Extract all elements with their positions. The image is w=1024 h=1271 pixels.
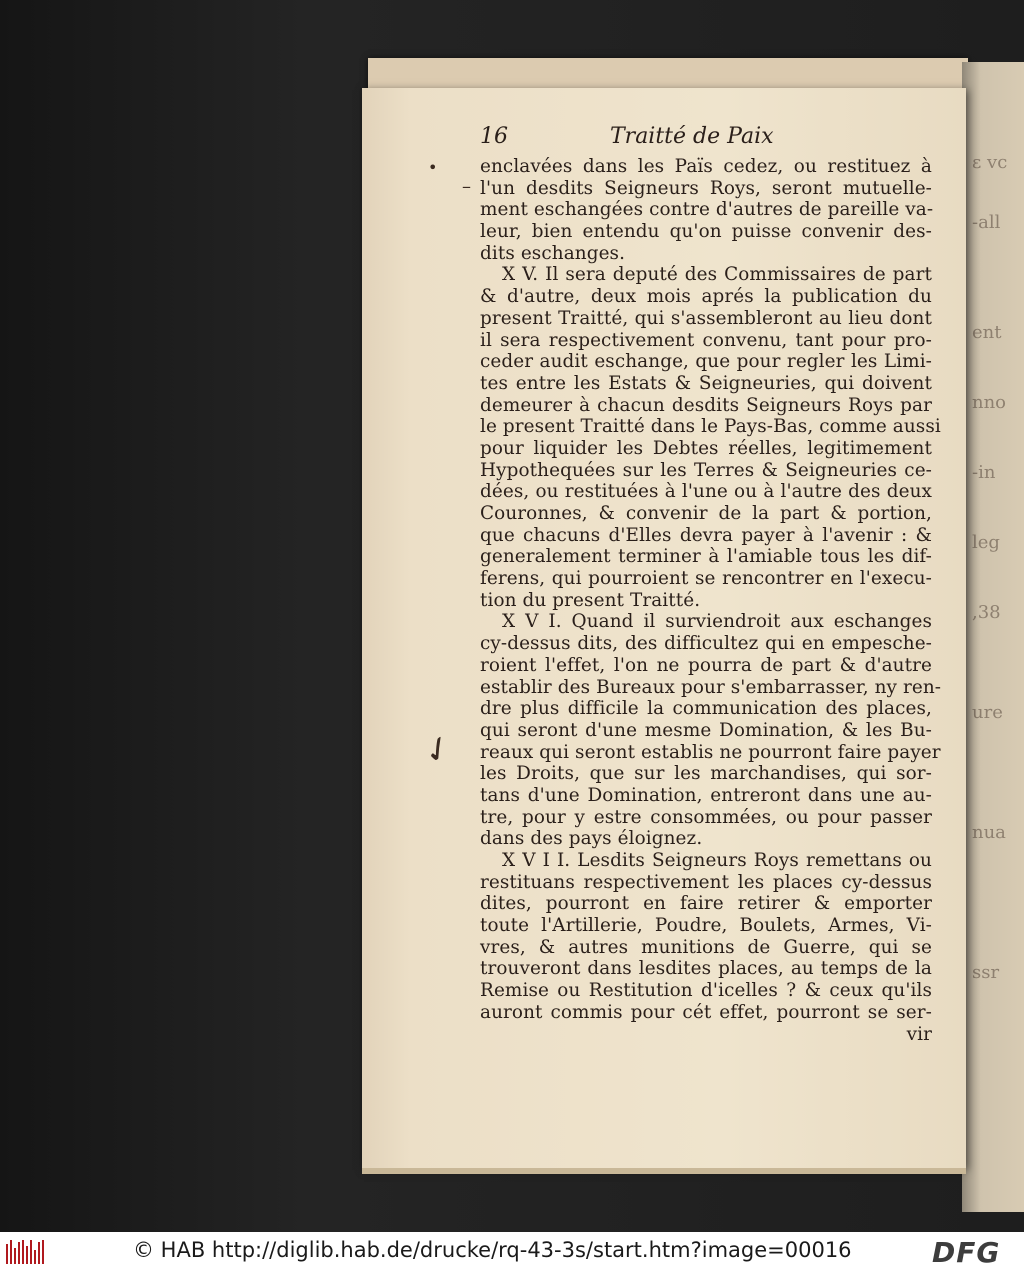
text-line: ferens, qui pourroient se rencontrer en l'execu- — [480, 568, 932, 590]
hab-logo-icon — [6, 1240, 46, 1264]
text-line: generalement terminer à l'amiable tous les dif- — [480, 546, 932, 568]
text-line: vres, & autres munitions de Guerre, qui se — [480, 936, 932, 958]
text-line: Remise ou Restitution d'icelles ? & ceux qu'ils — [480, 980, 932, 1002]
article-heading-line: X V. Il sera deputé des Commissaires de part — [502, 264, 932, 286]
text-line: ceder audit eschange, que pour regler les Limi- — [480, 351, 932, 373]
text-line: roient l'effet, l'on ne pourra de part & d'autre — [480, 654, 932, 676]
article-heading-line: X V I I. Lesdits Seigneurs Roys remettans ou — [502, 850, 932, 871]
text-line: pour liquider les Debtes réelles, legitimement — [480, 437, 932, 459]
text-line: les Droits, que sur les marchandises, qui sor- — [480, 763, 932, 785]
catchword: vir — [906, 1023, 932, 1045]
text-line: dits eschanges. — [480, 242, 626, 264]
text-line: auront commis pour cét effet, pourront se ser- — [480, 1001, 932, 1023]
text-line: reaux qui seront establis ne pourront faire payer — [480, 741, 941, 763]
text-line: Hypothequées sur les Terres & Seigneuries ce- — [480, 459, 932, 481]
text-line: tion du present Traitté. — [480, 589, 701, 611]
copyright-link[interactable]: © HAB http://diglib.hab.de/drucke/rq-43-3s/start.htm?image=00016 — [133, 1238, 852, 1262]
text-line: tes entre les Estats & Seigneuries, qui doivent — [480, 372, 932, 394]
dfg-logo: DFG — [932, 1236, 1001, 1269]
running-head: Traitté de Paix — [610, 124, 774, 149]
footer-bar — [0, 1232, 1024, 1271]
text-line: qui seront d'une mesme Domination, & les Bu- — [480, 719, 932, 741]
text-line: trouveront dans lesdites places, au temps de la — [480, 958, 932, 980]
page-edge — [362, 1168, 966, 1174]
text-line: tre, pour y estre consommées, ou pour passer — [480, 806, 932, 828]
text-line: demeurer à chacun desdits Seigneurs Roys par — [480, 394, 932, 416]
text-line: establir des Bureaux pour s'embarrasser, ny ren- — [480, 676, 942, 698]
text-line: le present Traitté dans le Pays-Bas, comme aussi — [480, 416, 941, 438]
text-line: toute l'Artillerie, Poudre, Boulets, Armes, Vi- — [480, 915, 932, 937]
text-line: restituans respectivement les places cy-dessus — [480, 871, 932, 893]
margin-dash: – — [462, 176, 471, 197]
text-line: dées, ou restituées à l'une ou à l'autre des deux — [480, 481, 932, 503]
text-line: cy-dessus dits, des difficultez qui en empesche- — [480, 633, 932, 655]
text-line: dans des pays éloignez. — [480, 828, 703, 850]
text-line: ment eschangées contre d'autres de pareille va- — [480, 199, 934, 221]
text-line: Couronnes, & convenir de la part & portion, — [480, 503, 932, 524]
text-line: enclavées dans les Païs cedez, ou restituez à — [480, 156, 932, 177]
text-line: leur, bien entendu qu'on puisse convenir des- — [480, 221, 932, 243]
neighbouring-page: ε vc -all ent nno -in leg ,38 ure nua ssr — [962, 62, 1024, 1212]
page-header — [480, 124, 932, 156]
page-number: 16 — [480, 124, 508, 149]
text-line: tans d'une Domination, entreront dans une au- — [480, 784, 932, 806]
margin-dot: • — [428, 158, 438, 177]
margin-pen-mark: ✓ — [415, 725, 461, 775]
text-line: l'un desdits Seigneurs Roys, seront mutuelle- — [480, 177, 932, 199]
text-line: il sera respectivement convenu, tant pour pro- — [480, 329, 932, 351]
body-lines — [480, 156, 942, 1045]
article-heading-line: X V I. Quand il surviendroit aux eschanges — [502, 611, 932, 633]
text-line: dites, pourront en faire retirer & emporter — [480, 893, 932, 915]
text-line: dre plus difficile la communication des places, — [480, 698, 932, 720]
text-line: & d'autre, deux mois aprés la publication du — [480, 286, 932, 308]
text-line: que chacuns d'Elles devra payer à l'avenir : & — [480, 524, 932, 546]
text-line: present Traitté, qui s'assembleront au lieu dont — [480, 307, 932, 329]
page-text-block — [480, 124, 942, 1045]
